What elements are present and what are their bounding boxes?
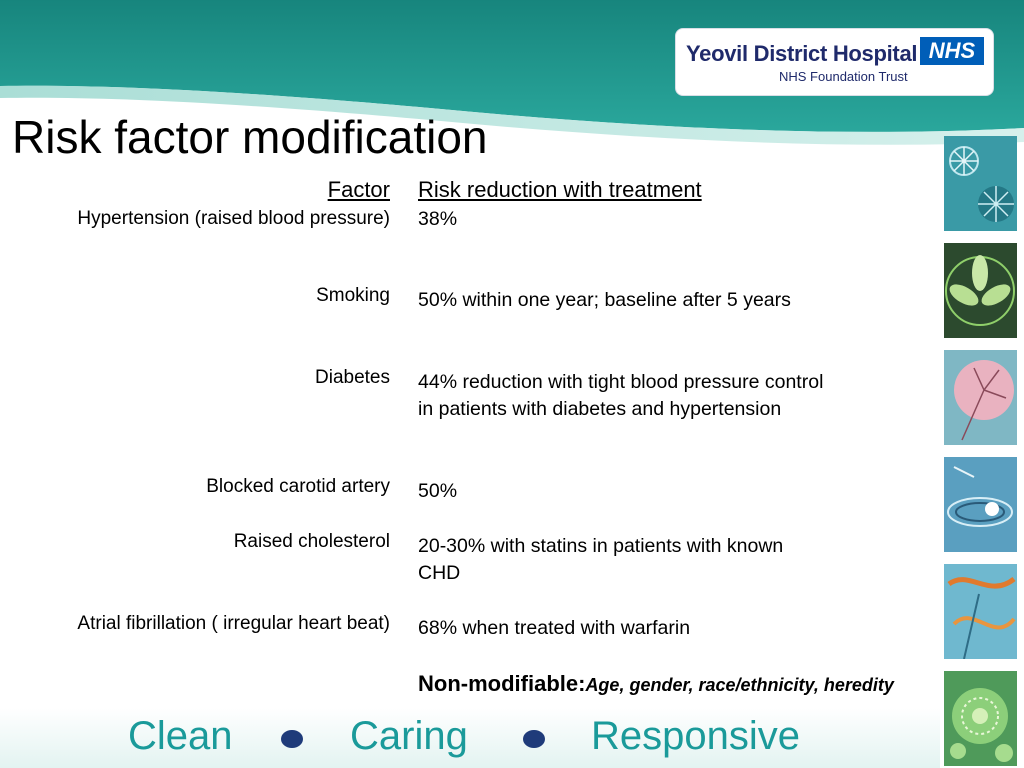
reduction-hypertension: 38% (418, 208, 458, 230)
non-modifiable-label: Non-modifiable: (418, 671, 586, 696)
nhs-badge: NHS (920, 37, 984, 65)
factor-column-header: Factor (327, 177, 390, 202)
non-modifiable-value: Age, gender, race/ethnicity, heredity (585, 675, 894, 695)
reduction-diabetes: 44% reduction with tight blood pressure control in patients with diabetes and hypertension (418, 371, 824, 420)
pink-branch-art (944, 350, 1017, 445)
hospital-logo (675, 28, 994, 96)
footer-word-caring: Caring (350, 714, 468, 758)
reduction-carotid: 50% (418, 480, 458, 502)
footer-word-responsive: Responsive (591, 714, 801, 758)
green-leaf-art (944, 243, 1017, 338)
non-modifiable-note (418, 671, 894, 697)
trust-name: NHS Foundation Trust (779, 69, 908, 84)
footer-dot-2 (523, 730, 545, 748)
reduction-cholesterol: 20-30% with statins in patients with known CHD (418, 535, 784, 584)
factor-carotid: Blocked carotid artery (206, 476, 390, 497)
factor-smoking: Smoking (316, 285, 390, 306)
blue-swirl-art (944, 457, 1017, 552)
reduction-smoking: 50% within one year; baseline after 5 years (418, 289, 791, 311)
factor-cholesterol: Raised cholesterol (233, 531, 390, 552)
page-title: Risk factor modification (12, 111, 488, 163)
footer-dot-1 (281, 730, 303, 748)
factor-hypertension: Hypertension (raised blood pressure) (77, 208, 390, 229)
teal-snowflake-art (944, 136, 1017, 231)
orange-ribbon-art (944, 564, 1017, 659)
hospital-name: Yeovil District Hospital (686, 41, 918, 66)
factor-diabetes: Diabetes (315, 367, 390, 388)
risk-reduction-column-header: Risk reduction with treatment (418, 177, 702, 202)
green-flower-art (944, 671, 1017, 766)
footer-word-clean: Clean (128, 714, 233, 758)
factor-atrial-fibrillation: Atrial fibrillation ( irregular heart beat) (77, 613, 390, 634)
reduction-atrial-fibrillation: 68% when treated with warfarin (418, 617, 691, 639)
